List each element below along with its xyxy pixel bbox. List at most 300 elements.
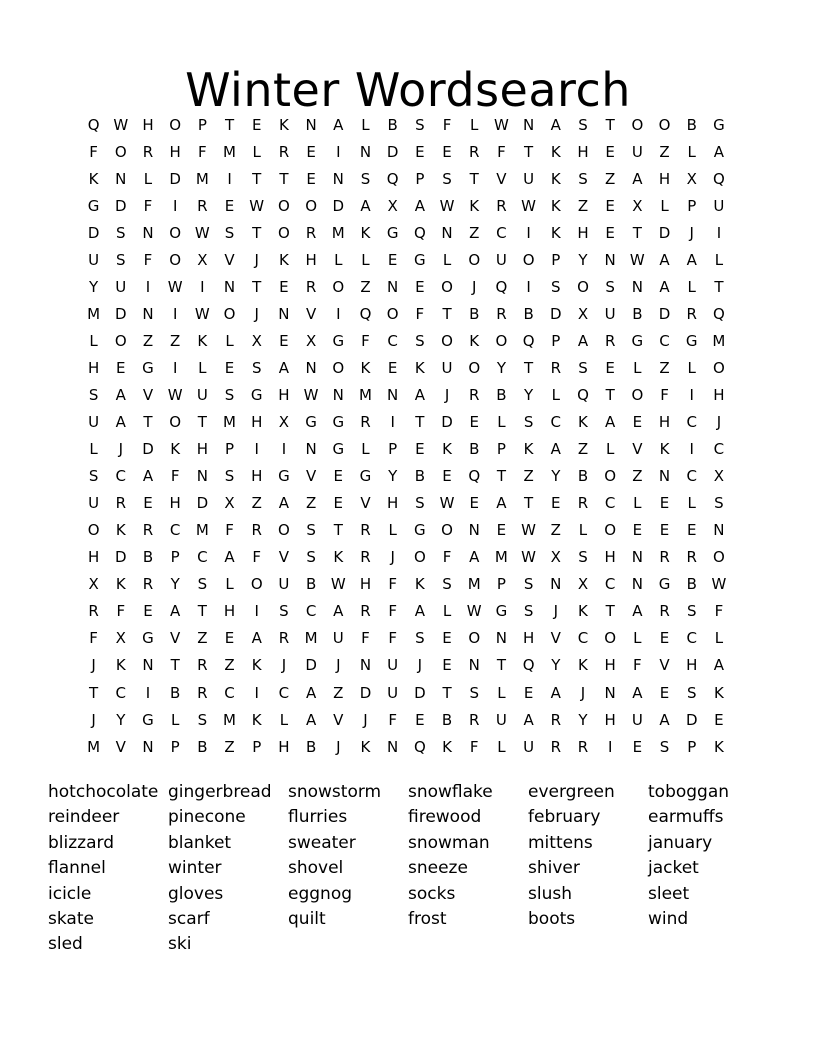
grid-cell: F <box>497 142 506 161</box>
grid-cell: S <box>523 602 534 621</box>
grid-cell: M <box>358 385 372 404</box>
grid-cell: J <box>444 385 450 404</box>
grid-cell: G <box>305 413 317 432</box>
grid-cell: G <box>414 521 426 540</box>
grid-cell: M <box>195 169 209 188</box>
grid-cell: E <box>551 494 561 513</box>
grid-cell: S <box>523 413 534 432</box>
grid-cell: B <box>305 737 317 756</box>
grid-cell: S <box>415 494 425 513</box>
grid-cell: X <box>251 331 262 350</box>
grid-cell: G <box>685 331 698 350</box>
grid-cell: A <box>632 683 643 702</box>
grid-cell: G <box>278 467 290 486</box>
grid-cell: I <box>336 142 341 161</box>
grid-cell: L <box>687 494 696 513</box>
grid-cell: K <box>469 331 480 350</box>
grid-cell: N <box>387 737 399 756</box>
grid-cell: O <box>713 358 725 377</box>
grid-cell: A <box>523 710 534 729</box>
grid-cell: W <box>330 575 346 594</box>
grid-cell: G <box>332 413 345 432</box>
grid-cell: E <box>605 358 615 377</box>
grid-cell: A <box>659 710 670 729</box>
word-list-item: slush <box>528 883 572 904</box>
grid-cell: P <box>496 575 506 594</box>
grid-cell: O <box>604 629 617 648</box>
grid-cell: U <box>523 169 535 188</box>
grid-cell: A <box>278 494 290 513</box>
grid-cell: Z <box>360 277 371 296</box>
grid-cell: A <box>550 115 561 134</box>
grid-cell: S <box>523 575 534 594</box>
grid-cell: U <box>495 250 507 269</box>
grid-cell: M <box>195 521 209 540</box>
grid-cell: F <box>170 467 180 486</box>
grid-cell: K <box>414 358 425 377</box>
grid-cell: A <box>713 142 725 161</box>
grid-cell: I <box>254 683 259 702</box>
grid-cell: O <box>658 115 671 134</box>
grid-cell: V <box>305 304 317 323</box>
grid-cell: Z <box>577 196 589 215</box>
grid-cell: F <box>89 142 98 161</box>
grid-cell: Z <box>170 331 181 350</box>
grid-cell: F <box>225 521 234 540</box>
grid-cell: D <box>550 304 562 323</box>
grid-cell: K <box>550 223 561 242</box>
grid-cell: S <box>224 385 235 404</box>
grid-cell: P <box>551 250 561 269</box>
word-list-item: evergreen <box>528 782 615 802</box>
grid-cell: N <box>142 223 154 242</box>
grid-cell: N <box>468 656 480 675</box>
grid-cell: W <box>249 196 265 215</box>
grid-cell: I <box>145 277 151 296</box>
grid-cell: K <box>523 440 534 459</box>
grid-cell: J <box>281 656 287 675</box>
grid-cell: O <box>114 142 127 161</box>
grid-cell: A <box>305 710 317 729</box>
grid-cell: W <box>113 115 129 134</box>
grid-cell: R <box>278 629 290 648</box>
grid-cell: O <box>441 277 453 296</box>
word-list <box>48 780 768 958</box>
grid-cell: K <box>170 440 181 459</box>
grid-cell: I <box>390 413 395 432</box>
grid-cell: U <box>387 683 399 702</box>
grid-cell: A <box>686 250 697 269</box>
grid-cell: F <box>660 385 669 404</box>
grid-cell: E <box>442 656 452 675</box>
grid-cell: L <box>361 250 370 269</box>
grid-cell: U <box>713 196 725 215</box>
grid-cell: U <box>604 304 616 323</box>
grid-cell: J <box>716 413 722 432</box>
grid-cell: W <box>303 385 319 404</box>
grid-cell: B <box>387 115 398 134</box>
grid-cell: O <box>169 223 182 242</box>
grid-cell: Y <box>170 575 180 594</box>
grid-cell: V <box>360 494 371 513</box>
grid-cell: J <box>336 737 341 756</box>
grid-cell: P <box>415 169 425 188</box>
grid-cell: P <box>170 737 180 756</box>
grid-cell: L <box>660 196 669 215</box>
grid-cell: E <box>333 494 344 513</box>
grid-cell: E <box>387 250 398 269</box>
grid-cell: K <box>360 358 371 377</box>
grid-cell: O <box>278 196 290 215</box>
grid-cell: E <box>251 115 262 134</box>
grid-cell: U <box>523 737 535 756</box>
grid-cell: O <box>441 521 453 540</box>
grid-cell: Q <box>359 304 372 323</box>
grid-cell: R <box>251 521 262 540</box>
grid-cell: L <box>687 277 696 296</box>
grid-cell: C <box>115 683 127 702</box>
grid-cell: C <box>197 548 208 567</box>
word-list-item: wind <box>648 909 689 930</box>
grid-cell: C <box>604 575 616 594</box>
grid-cell: R <box>604 331 616 350</box>
word-list-item: winter <box>168 858 222 879</box>
grid-cell: C <box>224 683 235 702</box>
grid-cell: H <box>169 494 181 513</box>
grid-cell: H <box>604 710 616 729</box>
grid-cell: T <box>252 223 262 242</box>
letter-grid <box>80 111 733 760</box>
grid-cell: L <box>252 142 261 161</box>
grid-cell: R <box>469 142 480 161</box>
grid-cell: Y <box>578 250 588 269</box>
grid-cell: S <box>415 331 425 350</box>
grid-cell: C <box>604 494 616 513</box>
grid-cell: E <box>224 196 235 215</box>
word-list-item: shiver <box>528 858 580 879</box>
grid-cell: Y <box>89 277 99 296</box>
grid-cell: J <box>118 440 123 459</box>
grid-cell: O <box>441 331 453 350</box>
grid-cell: L <box>442 250 452 269</box>
grid-cell: F <box>198 142 207 161</box>
grid-cell: L <box>578 521 588 540</box>
grid-cell: O <box>250 575 263 594</box>
grid-cell: O <box>713 548 725 567</box>
grid-cell: T <box>197 602 207 621</box>
grid-cell: K <box>550 196 561 215</box>
grid-cell: O <box>577 277 589 296</box>
grid-cell: J <box>91 710 96 729</box>
grid-cell: A <box>659 250 670 269</box>
grid-cell: H <box>251 467 263 486</box>
grid-cell: L <box>225 575 234 594</box>
word-list-column <box>288 780 408 958</box>
grid-cell: T <box>632 223 642 242</box>
grid-cell: W <box>521 548 537 567</box>
grid-cell: A <box>632 169 643 188</box>
grid-cell: U <box>332 629 344 648</box>
grid-cell: Z <box>251 494 262 513</box>
grid-cell: K <box>115 656 126 675</box>
grid-cell: E <box>415 440 425 459</box>
grid-cell: T <box>197 413 207 432</box>
grid-cell: Y <box>578 710 588 729</box>
word-list-item: sleet <box>648 883 690 904</box>
grid-cell: R <box>550 710 561 729</box>
grid-cell: E <box>496 521 507 540</box>
grid-cell: T <box>496 656 506 675</box>
grid-cell: A <box>414 602 425 621</box>
grid-cell: A <box>115 413 126 432</box>
word-list-item: frost <box>408 909 447 930</box>
grid-cell: M <box>331 223 345 242</box>
grid-cell: K <box>414 575 425 594</box>
grid-cell: D <box>332 196 345 215</box>
word-list-item: sweater <box>288 832 356 853</box>
grid-cell: S <box>88 385 99 404</box>
grid-cell: B <box>469 440 480 459</box>
grid-cell: T <box>524 494 534 513</box>
grid-cell: M <box>712 331 726 350</box>
grid-cell: N <box>631 277 643 296</box>
grid-cell: C <box>686 629 697 648</box>
grid-cell: C <box>686 413 697 432</box>
grid-cell: O <box>114 331 127 350</box>
grid-cell: K <box>578 656 588 675</box>
grid-cell: H <box>658 169 671 188</box>
grid-cell: T <box>524 358 534 377</box>
word-list-item: sneeze <box>408 858 468 879</box>
word-list-column <box>48 780 168 958</box>
grid-cell: L <box>361 440 370 459</box>
grid-cell: E <box>523 683 534 702</box>
grid-cell: A <box>170 602 181 621</box>
grid-cell: C <box>577 629 589 648</box>
grid-cell: O <box>413 548 426 567</box>
grid-cell: T <box>224 115 235 134</box>
word-list-item: gingerbread <box>168 782 272 802</box>
word-list-item: mittens <box>528 832 593 853</box>
grid-cell: S <box>415 115 425 134</box>
grid-cell: F <box>89 629 98 648</box>
grid-cell: H <box>359 575 372 594</box>
grid-cell: J <box>553 602 558 621</box>
grid-cell: S <box>686 602 697 621</box>
grid-cell: B <box>577 467 589 486</box>
grid-cell: D <box>414 683 426 702</box>
grid-cell: N <box>115 169 127 188</box>
grid-cell: P <box>388 440 398 459</box>
grid-cell: B <box>441 710 453 729</box>
grid-cell: K <box>578 413 588 432</box>
grid-cell: J <box>254 250 259 269</box>
grid-cell: O <box>332 277 345 296</box>
grid-cell: I <box>172 358 178 377</box>
grid-cell: K <box>251 710 262 729</box>
grid-cell: U <box>88 250 100 269</box>
grid-cell: Z <box>224 737 235 756</box>
grid-cell: Y <box>551 656 561 675</box>
word-list-item: icicle <box>48 883 92 904</box>
grid-cell: G <box>359 467 372 486</box>
grid-cell: A <box>360 196 371 215</box>
grid-cell: U <box>387 656 399 675</box>
grid-cell: E <box>632 737 643 756</box>
grid-cell: H <box>278 737 290 756</box>
grid-cell: Z <box>659 142 670 161</box>
grid-cell: I <box>526 223 531 242</box>
grid-cell: D <box>359 683 372 702</box>
grid-cell: X <box>686 169 697 188</box>
grid-cell: A <box>305 683 317 702</box>
word-list-item: february <box>528 807 601 828</box>
grid-cell: A <box>496 494 507 513</box>
grid-cell: K <box>469 196 480 215</box>
grid-cell: G <box>87 196 100 215</box>
grid-cell: G <box>495 602 508 621</box>
grid-cell: H <box>87 358 100 377</box>
grid-cell: R <box>496 196 507 215</box>
grid-cell: U <box>631 142 643 161</box>
grid-cell: R <box>686 304 697 323</box>
grid-cell: T <box>469 169 479 188</box>
grid-cell: G <box>332 440 345 459</box>
grid-cell: S <box>578 358 588 377</box>
grid-cell: T <box>605 602 615 621</box>
grid-cell: U <box>88 413 100 432</box>
grid-cell: L <box>714 250 724 269</box>
grid-cell: L <box>633 494 642 513</box>
grid-cell: H <box>169 142 181 161</box>
grid-cell: S <box>659 737 670 756</box>
grid-cell: T <box>333 521 343 540</box>
grid-cell: I <box>254 602 259 621</box>
grid-cell: N <box>142 304 154 323</box>
grid-cell: O <box>223 304 236 323</box>
word-list-item: scarf <box>168 909 210 930</box>
grid-cell: O <box>87 521 100 540</box>
word-list-item: eggnog <box>288 883 353 904</box>
grid-cell: X <box>115 629 126 648</box>
grid-cell: O <box>305 196 317 215</box>
grid-cell: N <box>550 575 562 594</box>
grid-cell: R <box>142 521 154 540</box>
grid-cell: J <box>363 710 368 729</box>
grid-cell: N <box>332 169 344 188</box>
grid-cell: G <box>414 250 426 269</box>
grid-cell: B <box>305 575 317 594</box>
grid-cell: R <box>360 413 371 432</box>
grid-cell: D <box>142 440 154 459</box>
grid-cell: N <box>332 385 344 404</box>
grid-cell: N <box>305 358 317 377</box>
grid-cell: X <box>387 196 398 215</box>
grid-cell: Z <box>197 629 208 648</box>
word-list-item: hotchocolate <box>48 782 159 802</box>
grid-cell: O <box>169 413 182 432</box>
grid-cell: L <box>225 331 234 350</box>
grid-cell: L <box>497 737 506 756</box>
grid-cell: D <box>115 196 127 215</box>
grid-cell: L <box>714 629 724 648</box>
grid-cell: O <box>278 521 290 540</box>
grid-cell: N <box>631 575 643 594</box>
grid-cell: S <box>442 169 452 188</box>
grid-cell: J <box>390 548 395 567</box>
grid-cell: T <box>442 683 452 702</box>
grid-cell: G <box>142 358 154 377</box>
grid-cell: B <box>197 737 208 756</box>
grid-cell: E <box>659 629 670 648</box>
grid-cell: Q <box>713 169 725 188</box>
grid-cell: S <box>88 467 99 486</box>
grid-cell: X <box>88 575 99 594</box>
grid-cell: E <box>333 467 344 486</box>
grid-cell: N <box>142 656 154 675</box>
grid-cell: R <box>142 575 154 594</box>
grid-cell: Z <box>305 494 317 513</box>
grid-cell: Z <box>142 331 154 350</box>
grid-cell: A <box>333 115 344 134</box>
grid-cell: J <box>254 304 259 323</box>
grid-cell: I <box>200 277 205 296</box>
grid-cell: T <box>143 413 153 432</box>
grid-cell: D <box>196 494 209 513</box>
grid-cell: E <box>714 710 724 729</box>
grid-cell: R <box>577 494 589 513</box>
grid-cell: N <box>305 440 317 459</box>
grid-cell: J <box>580 683 586 702</box>
grid-cell: S <box>578 548 588 567</box>
grid-cell: N <box>305 115 317 134</box>
grid-cell: S <box>714 494 724 513</box>
grid-cell: E <box>306 142 316 161</box>
grid-cell: W <box>167 277 183 296</box>
grid-cell: Z <box>333 683 344 702</box>
word-list-item: ski <box>168 934 192 955</box>
grid-cell: A <box>469 548 480 567</box>
grid-cell: K <box>197 331 208 350</box>
grid-cell: Z <box>469 223 480 242</box>
grid-cell: X <box>224 494 235 513</box>
grid-cell: M <box>494 548 508 567</box>
grid-cell: L <box>361 115 370 134</box>
grid-cell: V <box>632 440 643 459</box>
grid-cell: E <box>224 358 235 377</box>
grid-cell: O <box>631 115 644 134</box>
grid-cell: L <box>442 602 452 621</box>
grid-cell: M <box>87 304 101 323</box>
grid-cell: V <box>550 629 561 648</box>
grid-cell: K <box>278 115 289 134</box>
grid-cell: S <box>116 250 126 269</box>
word-list-item: reindeer <box>48 807 120 828</box>
grid-cell: S <box>469 683 479 702</box>
grid-cell: C <box>305 602 317 621</box>
grid-cell: Y <box>551 467 561 486</box>
grid-cell: F <box>633 656 642 675</box>
word-list-item: snowman <box>408 832 490 853</box>
grid-cell: F <box>388 710 397 729</box>
grid-cell: I <box>716 223 722 242</box>
word-list-item: toboggan <box>648 782 730 802</box>
grid-cell: G <box>658 575 671 594</box>
grid-cell: K <box>115 521 126 540</box>
grid-cell: S <box>442 575 452 594</box>
grid-cell: H <box>87 548 100 567</box>
grid-cell: I <box>172 304 178 323</box>
